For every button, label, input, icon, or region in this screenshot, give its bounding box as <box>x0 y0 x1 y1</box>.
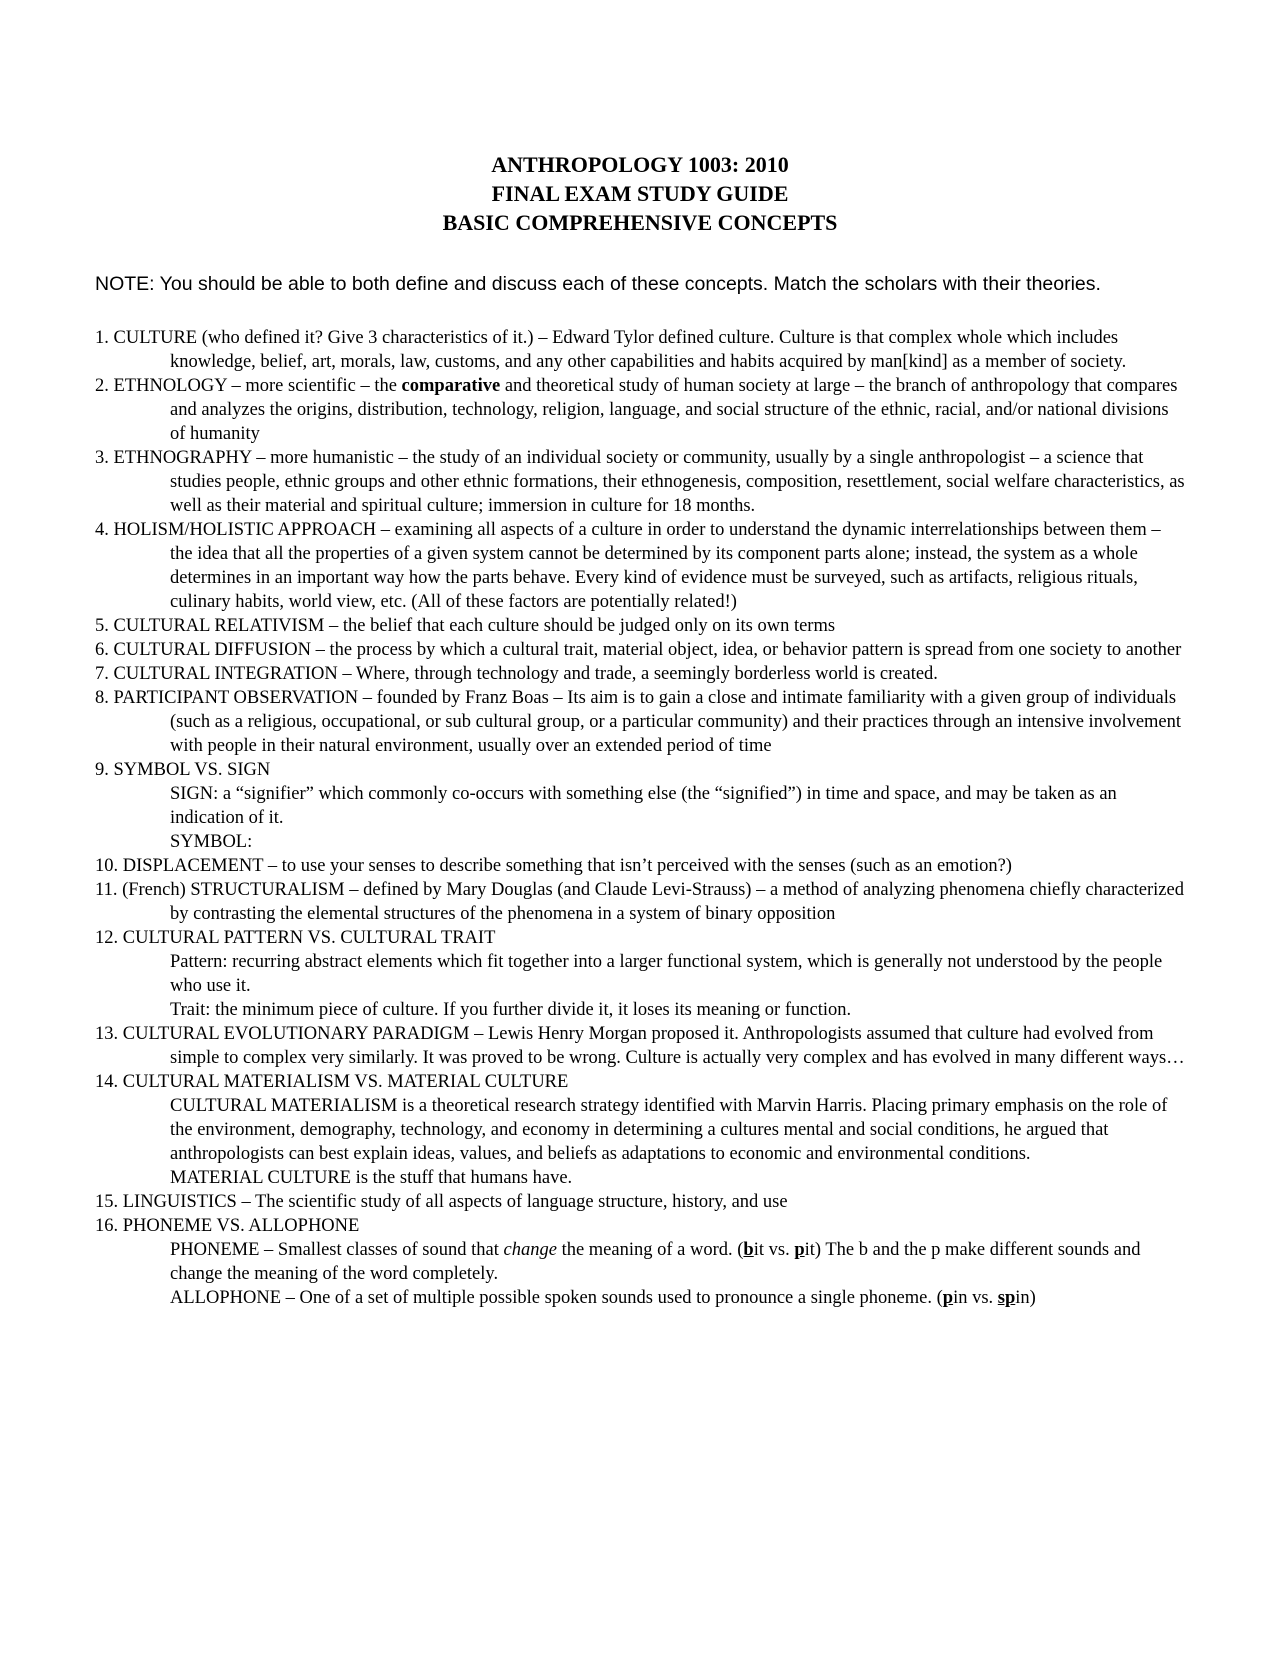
trait-definition: Trait: the minimum piece of culture. If you further divide it, it loses its meaning or function. <box>170 1000 852 1020</box>
phoneme-text-d: it) The b and the p make different sounds and change the meaning of the word completely. <box>170 1240 1141 1284</box>
ethnology-text-b: and theoretical study of human society at large – the branch of anthropology that compares and analyzes the origins, distribution, technology, religion, language, and social structure of the ethnic, racial, and/or national divisions of humanity <box>170 376 1178 444</box>
concept-cultural-diffusion: 6. CULTURAL DIFFUSION – the process by which a cultural trait, material object, idea, or behavior pattern is spread from one society to another <box>95 640 1182 660</box>
concept-phoneme-vs-allophone: 16. PHONEME VS. ALLOPHONE <box>95 1216 360 1236</box>
allophone-text-a: ALLOPHONE – One of a set of multiple possible spoken sounds used to pronounce a single phoneme. ( <box>170 1288 943 1308</box>
sign-definition: SIGN: a “signifier” which commonly co-occurs with something else (the “signified”) in time and space, and may be taken as an indication of it. <box>170 784 1117 828</box>
ethnology-bold-word: comparative <box>401 376 501 396</box>
concept-cultural-evolutionary-paradigm: 13. CULTURAL EVOLUTIONARY PARADIGM – Lewis Henry Morgan proposed it. Anthropologists assumed that culture had evolved from simple to complex very similarly. It was proved to be wrong. Culture is actually very complex and has evolved in many different ways… <box>95 1024 1185 1068</box>
concept-cultural-integration: 7. CULTURAL INTEGRATION – Where, through technology and trade, a seemingly borderless world is created. <box>95 664 938 684</box>
symbol-definition: SYMBOL: <box>170 832 253 852</box>
concept-culture: 1. CULTURE (who defined it? Give 3 characteristics of it.) – Edward Tylor defined culture. Culture is that complex whole which includes knowledge, belief, art, morals, law, customs, and any other capabilities and habits acquired by man[kind] as a member of society. <box>95 328 1127 372</box>
allophone-definition <box>95 1286 1185 1310</box>
concept-displacement: 10. DISPLACEMENT – to use your senses to describe something that isn’t perceived with the senses (such as an emotion?) <box>95 856 1012 876</box>
title-line-1: ANTHROPOLOGY 1003: 2010 <box>491 152 789 177</box>
phoneme-text-a: PHONEME – Smallest classes of sound that <box>170 1240 504 1260</box>
concept-cultural-relativism: 5. CULTURAL RELATIVISM – the belief that each culture should be judged only on its own terms <box>95 616 836 636</box>
cultural-materialism-definition: CULTURAL MATERIALISM is a theoretical research strategy identified with Marvin Harris. Placing primary emphasis on the role of the environment, demography, technology, and economy in determining a cultures mental and social conditions, he argued that anthropologists can best explain ideas, values, and beliefs as adaptations to economic and environmental conditions. <box>170 1096 1168 1164</box>
phoneme-definition <box>95 1238 1185 1286</box>
concept-materialism-vs-material-culture: 14. CULTURAL MATERIALISM VS. MATERIAL CULTURE <box>95 1072 569 1092</box>
material-culture-definition: MATERIAL CULTURE is the stuff that humans have. <box>170 1168 573 1188</box>
note-text: You should be able to both define and discuss each of these concepts. Match the scholars with their theories. <box>154 273 1101 295</box>
phoneme-text-c: it vs. <box>753 1240 795 1260</box>
note-label: NOTE: <box>95 273 155 295</box>
concept-ethnology <box>95 374 1185 446</box>
concept-list <box>95 326 1185 1310</box>
phoneme-text-b: the meaning of a word. ( <box>556 1240 744 1260</box>
allophone-underlined-sp: sp <box>997 1288 1016 1308</box>
concept-symbol-vs-sign: 9. SYMBOL VS. SIGN <box>95 760 271 780</box>
allophone-text-b: in vs. <box>953 1288 998 1308</box>
allophone-underlined-p: p <box>942 1288 954 1308</box>
phoneme-underlined-b: b <box>743 1240 754 1260</box>
note-paragraph <box>95 271 1215 297</box>
title-line-2: FINAL EXAM STUDY GUIDE <box>491 181 789 206</box>
concept-ethnography: 3. ETHNOGRAPHY – more humanistic – the study of an individual society or community, usually by a single anthropologist – a science that studies people, ethnic groups and other ethnic formations, their ethnogenesis, composition, resettlement, social welfare characteristics, as well as their material and spiritual culture; immersion in culture for 18 months. <box>95 448 1185 516</box>
ethnology-text-a: 2. ETHNOLOGY – more scientific – the <box>95 376 402 396</box>
concept-pattern-vs-trait: 12. CULTURAL PATTERN VS. CULTURAL TRAIT <box>95 928 496 948</box>
concept-structuralism: 11. (French) STRUCTURALISM – defined by Mary Douglas (and Claude Levi-Strauss) – a method of analyzing phenomena chiefly characterized by contrasting the elemental structures of the phenomena in a system of binary opposition <box>95 880 1184 924</box>
phoneme-underlined-p: p <box>794 1240 805 1260</box>
concept-linguistics: 15. LINGUISTICS – The scientific study of all aspects of language structure, history, and use <box>95 1192 788 1212</box>
document-title <box>0 150 1280 237</box>
title-line-3: BASIC COMPREHENSIVE CONCEPTS <box>442 210 838 235</box>
phoneme-italic-word: change <box>503 1240 557 1260</box>
concept-holism: 4. HOLISM/HOLISTIC APPROACH – examining all aspects of a culture in order to understand the dynamic interrelationships between them – the idea that all the properties of a given system cannot be determined by its component parts alone; instead, the system as a whole determines in an important way how the parts behave. Every kind of evidence must be surveyed, such as artifacts, religious rituals, culinary habits, world view, etc. (All of these factors are potentially related!) <box>95 520 1161 612</box>
concept-participant-observation: 8. PARTICIPANT OBSERVATION – founded by Franz Boas – Its aim is to gain a close and intimate familiarity with a given group of individuals (such as a religious, occupational, or sub cultural group, or a particular community) and their practices through an intensive involvement with people in their natural environment, usually over an extended period of time <box>95 688 1182 756</box>
pattern-definition: Pattern: recurring abstract elements which fit together into a larger functional system, which is generally not understood by the people who use it. <box>170 952 1163 996</box>
allophone-text-c: in) <box>1015 1288 1036 1308</box>
